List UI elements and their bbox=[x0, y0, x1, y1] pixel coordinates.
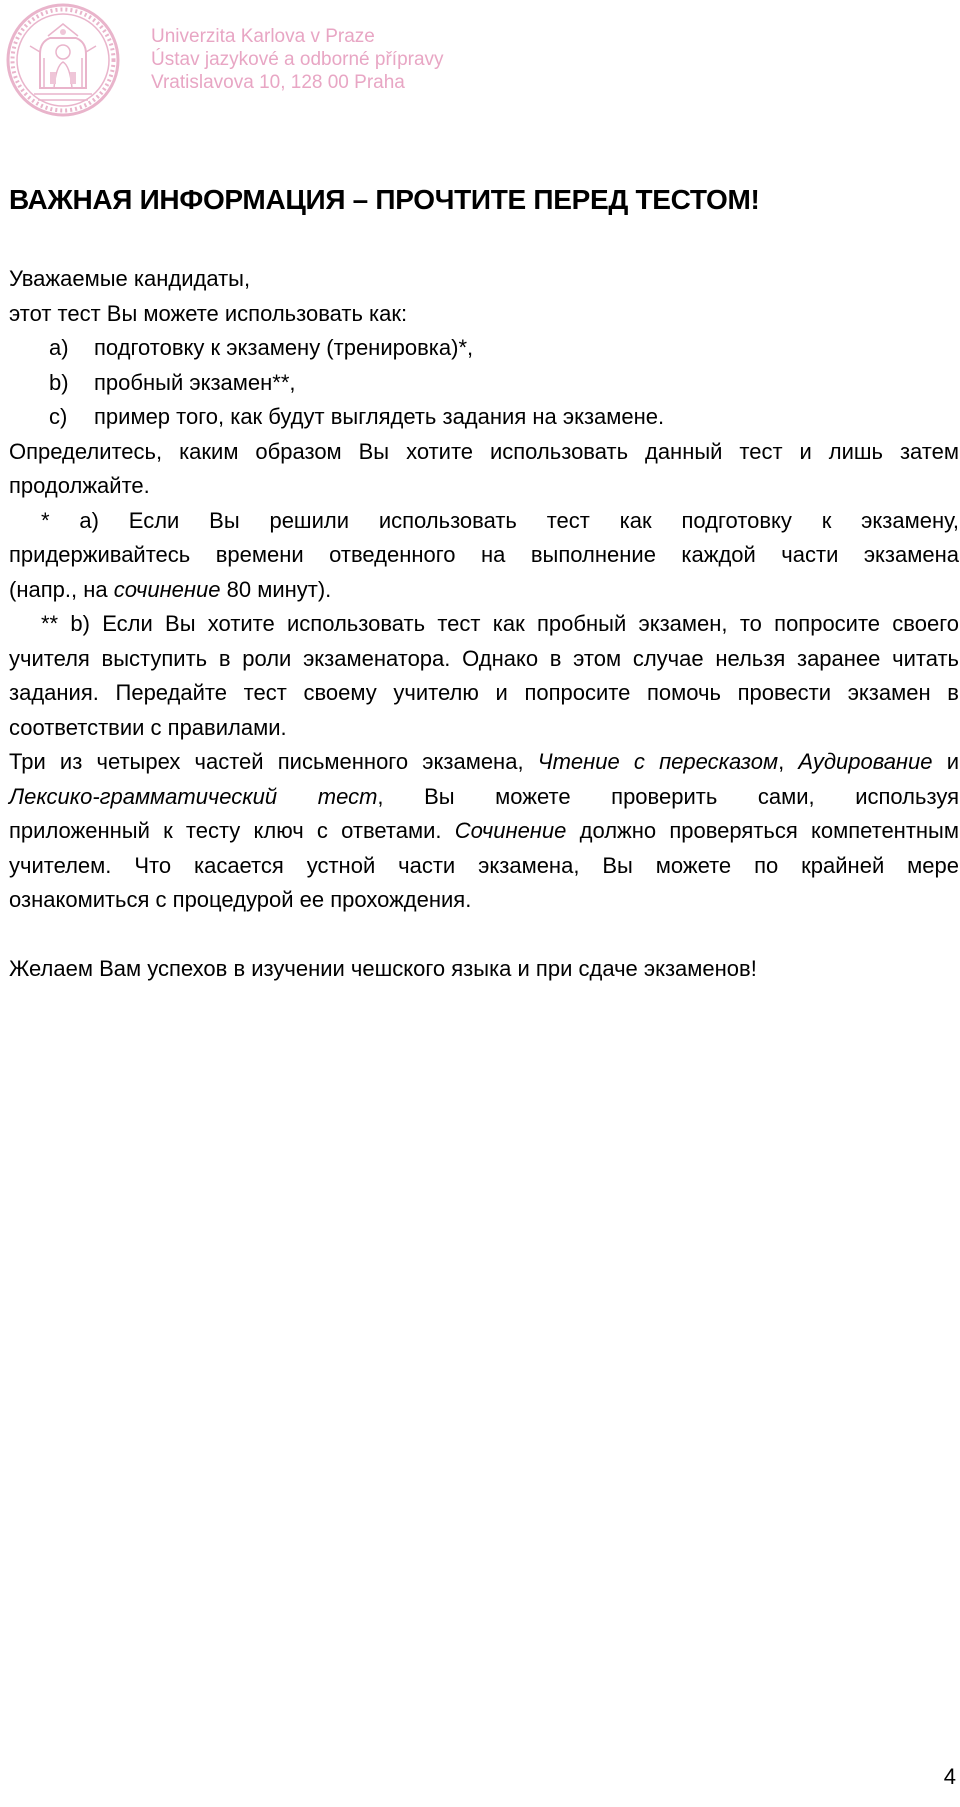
list-text: пробный экзамен**, bbox=[94, 369, 296, 395]
text-span: , bbox=[778, 749, 799, 774]
decide-line-2: продолжайте. bbox=[9, 473, 150, 498]
institute-address: Vratislavova 10, 128 00 Praha bbox=[151, 72, 405, 93]
list-item bbox=[9, 331, 959, 366]
note-b-line-2: учителя выступить в роли экзаменатора. Однако в этом случае нельзя заранее читать bbox=[9, 645, 959, 671]
list-marker: c) bbox=[49, 404, 68, 429]
parts-line-5: ознакомиться с процедурой ее прохождения. bbox=[9, 887, 472, 912]
letterhead bbox=[4, 0, 604, 120]
page-number: 4 bbox=[943, 1764, 956, 1789]
institute-name: Ústav jazykové a odborné přípravy bbox=[151, 49, 444, 70]
text-span: 80 минут). bbox=[220, 576, 332, 602]
list-text: подготовку к экзамену (тренировка)*, bbox=[94, 335, 474, 360]
document-body bbox=[9, 262, 959, 987]
note-b-line-1: ** b) Если Вы хотите использовать тест как пробный экзамен, то попросите своего bbox=[41, 611, 959, 636]
note-b-line-3: задания. Передайте тест своему учителю и попросите помочь провести экзамен в bbox=[9, 680, 959, 705]
text-span: приложенный к тесту ключ с ответами. bbox=[9, 818, 455, 843]
emphasis: сочинение bbox=[113, 576, 221, 602]
list-marker: b) bbox=[49, 369, 69, 395]
intro-line: этот тест Вы можете использовать как: bbox=[9, 300, 408, 326]
emphasis: Сочинение bbox=[454, 818, 567, 843]
list-item bbox=[9, 400, 959, 435]
decide-line-1: Определитесь, каким образом Вы хотите использовать данный тест и лишь затем bbox=[9, 438, 959, 464]
text-span: , Вы можете проверить сами, используя bbox=[377, 783, 959, 809]
emphasis: Чтение с пересказом bbox=[537, 749, 779, 774]
note-a-line-1: * a) Если Вы решили использовать тест как подготовку к экзамену, bbox=[41, 507, 959, 533]
university-seal-icon bbox=[4, 2, 122, 118]
university-name: Univerzita Karlova v Praze bbox=[151, 26, 375, 47]
spacer bbox=[9, 918, 959, 953]
institution-block bbox=[151, 25, 444, 94]
text-span: и bbox=[932, 749, 959, 774]
text-span: (напр., на bbox=[9, 576, 114, 602]
parts-line-1 bbox=[9, 745, 959, 780]
closing-line: Желаем Вам успехов в изучении чешского языка и при сдаче экзаменов! bbox=[9, 956, 757, 981]
note-b-line-4: соответствии с правилами. bbox=[9, 714, 287, 740]
page-title: ВАЖНАЯ ИНФОРМАЦИЯ – ПРОЧТИТЕ ПЕРЕД ТЕСТОМ! bbox=[9, 184, 760, 215]
list-item bbox=[9, 366, 959, 401]
parts-line-3 bbox=[9, 814, 959, 849]
list-text: пример того, как будут выглядеть задания на экзамене. bbox=[94, 404, 665, 429]
text-span: Три из четырех частей письменного экзамена, bbox=[9, 749, 538, 774]
list-marker: a) bbox=[49, 335, 69, 360]
note-a-line-3 bbox=[9, 573, 959, 608]
parts-line-4: учителем. Что касается устной части экзамена, Вы можете по крайней мере bbox=[9, 852, 959, 878]
emphasis: Лексико-грамматический тест bbox=[9, 783, 378, 809]
greeting: Уважаемые кандидаты, bbox=[9, 266, 251, 291]
text-span: должно проверяться компетентным bbox=[566, 818, 959, 843]
note-a-line-2: придерживайтесь времени отведенного на выполнение каждой части экзамена bbox=[9, 542, 959, 567]
parts-line-2 bbox=[9, 780, 959, 815]
emphasis: Аудирование bbox=[798, 749, 933, 774]
